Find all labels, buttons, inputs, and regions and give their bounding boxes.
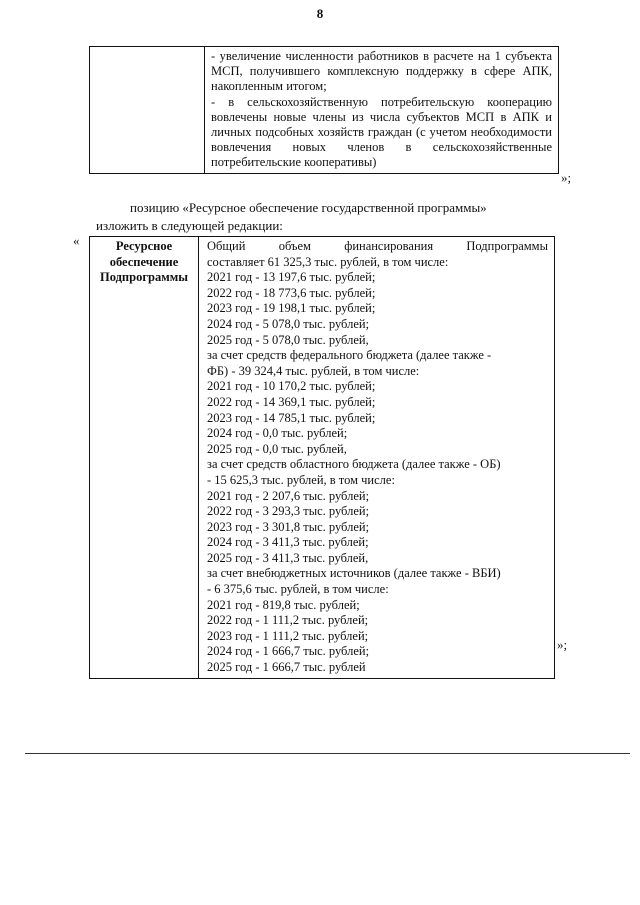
resource-line: 2023 год - 3 301,8 тыс. рублей;	[207, 519, 370, 534]
resource-line: 2023 год - 14 785,1 тыс. рублей;	[207, 410, 376, 425]
resource-line: - 15 625,3 тыс. рублей, в том числе:	[207, 472, 395, 487]
resource-label-cell: Ресурсное обеспечение Подпрограммы	[90, 237, 199, 679]
resource-line: 2022 год - 18 773,6 тыс. рублей;	[207, 285, 376, 300]
resource-line: Общий объем финансирования Подпрограммы	[207, 239, 548, 253]
resource-line: 2022 год - 3 293,3 тыс. рублей;	[207, 504, 370, 519]
position-paragraph-line: изложить в следующей редакции:	[96, 218, 283, 233]
indicator-item: - в сельскохозяйственную потребительскую кооперацию вовлечены новые члены из числа субъектов МСП в АПК и личных подсобных хозяйств граждан (с учетом необходимости вовлечения новых членов в сельскохозяйственные потребительские кооперативы)	[211, 94, 552, 170]
closing-quote-mark: »;	[561, 170, 572, 185]
resource-line: ФБ) - 39 324,4 тыс. рублей, в том числе:	[207, 363, 420, 378]
footer-divider	[25, 753, 630, 754]
resource-line: 2021 год - 2 207,6 тыс. рублей;	[207, 488, 370, 503]
resource-line: составляет 61 325,3 тыс. рублей, в том числе:	[207, 254, 449, 269]
page-number: 8	[316, 6, 324, 21]
resource-line: 2023 год - 19 198,1 тыс. рублей;	[207, 301, 376, 316]
resource-line: 2021 год - 10 170,2 тыс. рублей;	[207, 379, 376, 394]
indicator-item: - увеличение численности работников в расчете на 1 субъекта МСП, получившего комплексную поддержку в сфере АПК, накопленным итогом;	[211, 49, 552, 94]
resource-line: 2025 год - 1 666,7 тыс. рублей	[207, 660, 366, 675]
resource-line: за счет средств областного бюджета (далее также - ОБ)	[207, 457, 501, 472]
resource-line: 2025 год - 5 078,0 тыс. рублей,	[207, 332, 369, 347]
indicators-table	[89, 46, 559, 174]
resource-line: 2021 год - 819,8 тыс. рублей;	[207, 597, 360, 612]
resource-line: за счет средств федерального бюджета (далее также -	[207, 348, 492, 363]
resource-line: - 6 375,6 тыс. рублей, в том числе:	[207, 582, 389, 597]
indicators-label-cell	[90, 47, 205, 174]
position-paragraph-line: позицию «Ресурсное обеспечение государственной программы»	[130, 200, 487, 215]
resource-line: 2025 год - 3 411,3 тыс. рублей,	[207, 550, 369, 565]
resource-line: 2024 год - 0,0 тыс. рублей;	[207, 426, 348, 441]
resource-lines-cell	[199, 237, 555, 679]
resource-line: 2022 год - 14 369,1 тыс. рублей;	[207, 394, 376, 409]
resource-line: за счет внебюджетных источников (далее также - ВБИ)	[207, 566, 501, 581]
indicators-text-cell	[205, 47, 559, 174]
opening-quote-mark: «	[73, 233, 80, 248]
resource-line: 2022 год - 1 111,2 тыс. рублей;	[207, 613, 369, 628]
resource-table	[89, 236, 555, 679]
resource-line: 2024 год - 1 666,7 тыс. рублей;	[207, 644, 370, 659]
resource-line: 2023 год - 1 111,2 тыс. рублей;	[207, 628, 369, 643]
resource-line: 2025 год - 0,0 тыс. рублей,	[207, 441, 347, 456]
closing-quote-mark: »;	[557, 637, 568, 652]
resource-line: 2024 год - 3 411,3 тыс. рублей;	[207, 535, 369, 550]
resource-line: 2021 год - 13 197,6 тыс. рублей;	[207, 270, 376, 285]
resource-line: 2024 год - 5 078,0 тыс. рублей;	[207, 316, 370, 331]
